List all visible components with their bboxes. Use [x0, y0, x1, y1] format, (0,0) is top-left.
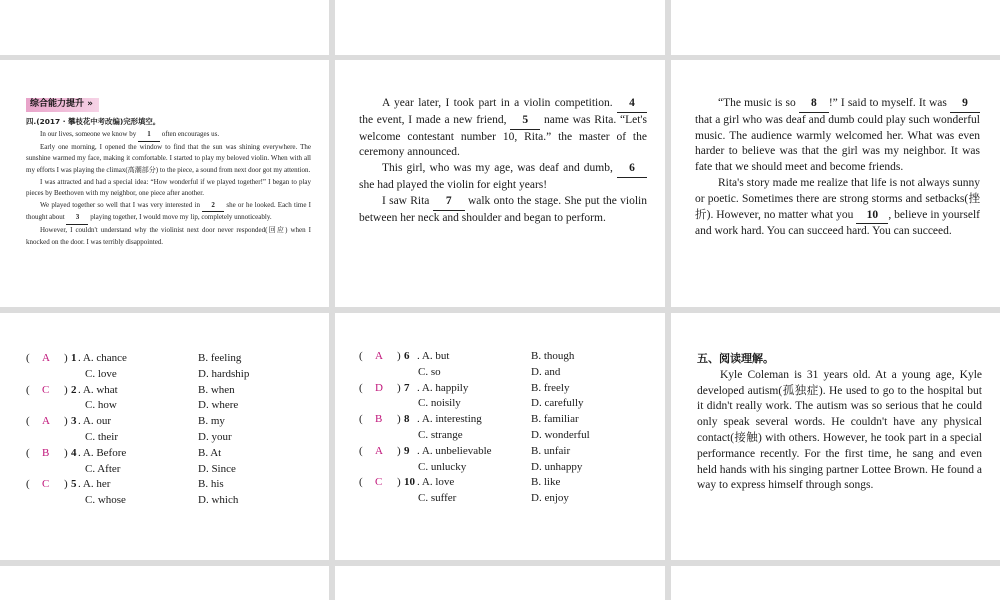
reading-title: 五、阅读理解。 [697, 352, 774, 365]
option-c: C. whose [85, 494, 126, 507]
option-b: B. freely [531, 381, 570, 394]
option-b: B. my [198, 415, 225, 428]
option-a: . A. love [417, 476, 455, 489]
question-row-options [359, 428, 649, 444]
question-number: 9 [404, 444, 410, 457]
paren-right: ) [64, 478, 68, 491]
answers-panel-left [0, 313, 329, 560]
question-list [359, 349, 649, 507]
option-c: C. so [418, 365, 441, 378]
paragraph: Rita's story made me realize that life is not always sunny or poetic. Sometimes there are strong storms and setbacks(挫折). However, no matter what you 10 , believe in yourself and work hard. You can succeed hard. You can succeed. [695, 176, 980, 238]
paren-right: ) [64, 446, 68, 459]
option-c: C. noisily [418, 397, 461, 410]
paren-left: ( [26, 352, 30, 364]
option-d: D. hardship [198, 367, 250, 380]
question-row [26, 446, 316, 462]
option-c: C. love [85, 367, 117, 380]
blank-3: 3 [66, 212, 88, 225]
question-row [359, 349, 649, 365]
option-a: . A. her [78, 478, 111, 491]
option-a: . A. happily [417, 381, 469, 394]
answer-letter: A [375, 444, 383, 457]
answer-letter: C [42, 478, 50, 491]
question-row [359, 475, 649, 491]
option-d: D. enjoy [531, 492, 569, 505]
option-a: . A. unbelievable [417, 444, 492, 457]
paren-left: ( [26, 446, 30, 459]
answer-letter: B [42, 446, 50, 459]
double-arrow-icon: » [87, 99, 93, 109]
option-c: C. After [85, 462, 121, 475]
option-c: C. strange [418, 428, 463, 441]
option-d: D. which [198, 494, 239, 507]
blank-7: 7 [433, 194, 465, 211]
question-row-options [26, 462, 316, 478]
question-row-options [359, 365, 649, 381]
question-number: 8 [404, 413, 410, 426]
paragraph: However, I couldn't understand why the violinist next door never responded(回应) when I knocked on the door. I was terribly disappointed. [26, 225, 311, 246]
question-list [26, 351, 316, 509]
blank-10: 10 [856, 208, 888, 225]
story-panel-right [671, 60, 1000, 307]
question-number: 2 [71, 383, 77, 396]
panel-top-middle [335, 0, 665, 55]
question-number: 6 [404, 350, 410, 362]
option-b: B. when [198, 383, 235, 396]
question-number: 3 [71, 415, 77, 428]
option-d: D. your [198, 430, 232, 443]
paren-right: ) [64, 383, 68, 396]
paren-right: ) [397, 350, 401, 362]
paren-left: ( [359, 444, 363, 457]
paragraph: Early one morning, I opened the window to find that the sun was shining everywhere. The sunshine warmed my face, making it comfortable. I started to play my beloved violin. When with all my efforts I was playing the climax(高潮部分) to the piece, a sound from next door got my attention. [26, 142, 311, 174]
paren-left: ( [359, 350, 363, 362]
question-row-options [26, 367, 316, 383]
panel-bottom-left [0, 566, 329, 600]
question-number: 4 [71, 446, 77, 459]
option-d: D. carefully [531, 397, 584, 410]
question-number: 7 [404, 381, 410, 394]
story-panel-middle [335, 60, 665, 307]
blank-2: 2 [202, 200, 224, 213]
option-b: B. familiar [531, 413, 579, 426]
option-c: C. unlucky [418, 460, 467, 473]
option-c: C. how [85, 399, 117, 412]
option-d: D. where [198, 399, 239, 412]
paren-left: ( [359, 413, 363, 426]
cloze-passage-panel [0, 60, 329, 307]
option-b: B. though [531, 350, 575, 362]
question-number: 5 [71, 478, 77, 491]
answer-letter: A [42, 352, 50, 364]
paren-right: ) [397, 444, 401, 457]
option-a: . A. chance [78, 352, 127, 364]
paragraph: In our lives, someone we know by 1 often encourages us. [26, 129, 311, 142]
question-row [359, 444, 649, 460]
panel-bottom-right [671, 566, 1000, 600]
paren-left: ( [26, 383, 30, 396]
answer-letter: D [375, 381, 383, 394]
paren-right: ) [64, 415, 68, 428]
answer-letter: C [42, 383, 50, 396]
question-row [26, 477, 316, 493]
question-row [26, 351, 316, 367]
paragraph: I saw Rita 7 walk onto the stage. She put the violin between her neck and shoulder and began to perform. [359, 194, 647, 224]
question-row-options [26, 493, 316, 509]
panel-bottom-middle [335, 566, 665, 600]
blank-5: 5 [510, 113, 540, 130]
paren-right: ) [397, 413, 401, 426]
paren-right: ) [397, 476, 401, 489]
reading-panel [671, 313, 1000, 560]
question-row [26, 383, 316, 399]
option-c: C. their [85, 430, 118, 443]
option-d: D. wonderful [531, 428, 590, 441]
paragraph: Kyle Coleman is 31 years old. At a young age, Kyle developed autism(孤独症). He used to go to the hospital but it didn't really work. The autism was so serious that he could only speak several words. He couldn't have any physical contact(接触) with others. However, he took part in a special performance recently. For the first time, he sang and even held hands with his singing partner Lottee Brown. He found a way to express himself through songs. [697, 368, 982, 492]
paren-left: ( [359, 381, 363, 394]
blank-8: 8 [799, 96, 829, 113]
option-b: B. unfair [531, 444, 571, 457]
option-b: B. feeling [198, 352, 242, 364]
question-row [359, 412, 649, 428]
panel-top-left [0, 0, 329, 55]
paragraph: A year later, I took part in a violin competition. 4 the event, I made a new friend, 5 name was Rita. “Let's welcome contestant number 10, Rita.” the master of the ceremony announced. [359, 97, 647, 159]
question-row [359, 381, 649, 397]
option-c: C. suffer [418, 492, 457, 505]
question-row-options [26, 398, 316, 414]
paren-left: ( [359, 476, 363, 489]
section-badge: 综合能力提升 » [26, 98, 99, 112]
answer-letter: C [375, 476, 383, 489]
option-b: B. like [531, 476, 561, 489]
paren-left: ( [26, 415, 30, 428]
option-b: B. At [198, 446, 222, 459]
option-a: . A. interesting [417, 413, 482, 426]
question-row [26, 414, 316, 430]
cloze-heading: 四.(2017 · 攀枝花中考改编)完形填空。 [26, 116, 161, 126]
question-row-options [359, 491, 649, 507]
answer-letter: A [42, 415, 50, 428]
option-b: B. his [198, 478, 224, 491]
paragraph: “The music is so 8 !” I said to myself. It was 9 that a girl who was deaf and dumb could play such wonderful music. The audience warmly welcomed her. What was even harder to believe was that the girl was my neighbor. It was fate that we should meet and become friends. [695, 97, 980, 174]
paren-right: ) [64, 352, 68, 364]
answer-letter: A [375, 350, 383, 362]
paren-left: ( [26, 478, 30, 491]
option-d: D. unhappy [531, 460, 583, 473]
paragraph: We played together so well that I was very interested in 2 she or he looked. Each time I thought about 3 playing together, I would move my lip, completely unnoticeably. [26, 200, 311, 225]
question-row-options [359, 460, 649, 476]
paragraph: I was attracted and had a special idea: “How wonderful if we played together!” I began to play pieces by Beethoven with my neighbor, one piece after another. [26, 177, 311, 198]
blank-9: 9 [950, 96, 980, 113]
question-row-options [359, 396, 649, 412]
question-row-options [26, 430, 316, 446]
answers-panel-right [335, 313, 665, 560]
panel-top-right [671, 0, 1000, 55]
option-a: . A. but [417, 350, 450, 362]
paren-right: ) [397, 381, 401, 394]
paragraph: This girl, who was my age, was deaf and dumb, 6 she had played the violin for eight years! [359, 161, 647, 194]
blank-1: 1 [138, 129, 160, 142]
option-a: . A. our [78, 415, 111, 428]
option-d: D. and [531, 365, 561, 378]
answer-letter: B [375, 413, 383, 426]
question-number: 1 [71, 352, 77, 364]
blank-4: 4 [617, 96, 647, 113]
blank-6: 6 [617, 161, 647, 178]
option-a: . A. what [78, 383, 118, 396]
question-number: 10 [404, 476, 415, 489]
option-a: . A. Before [78, 446, 127, 459]
option-d: D. Since [198, 462, 236, 475]
